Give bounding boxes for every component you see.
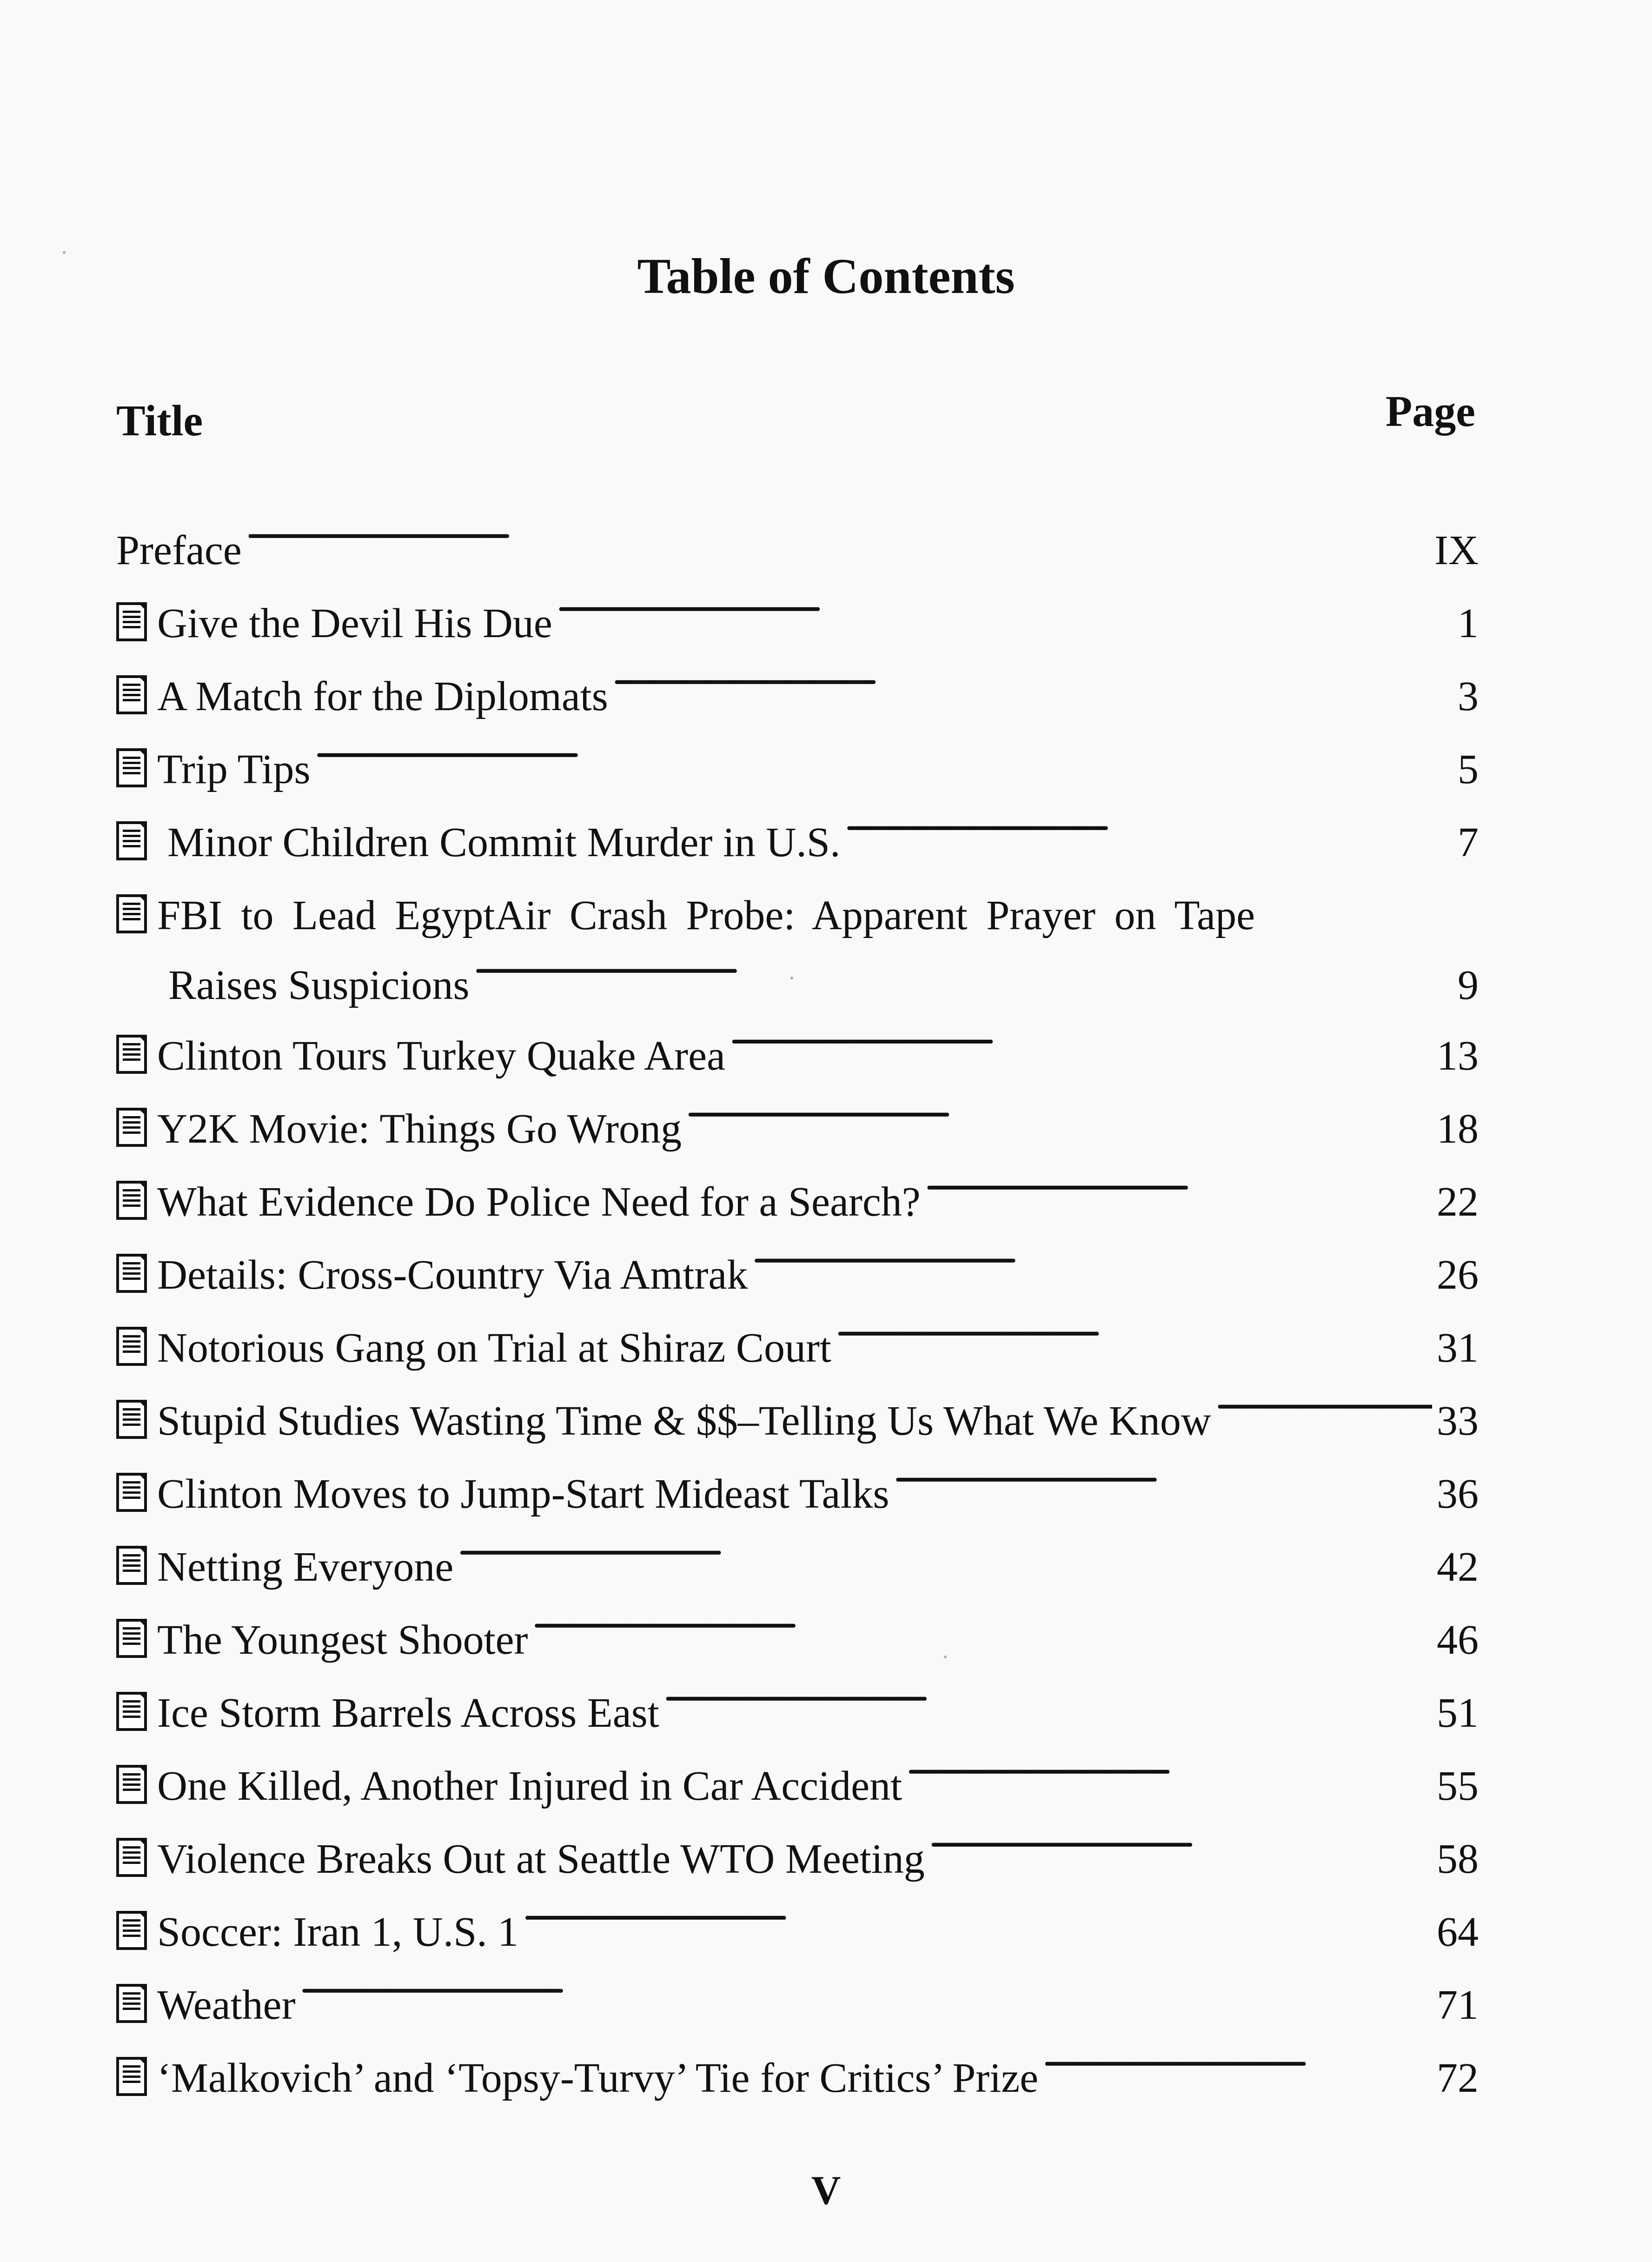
document-icon: [116, 1765, 147, 1804]
toc-entry-label-line2: Raises Suspicions: [168, 962, 470, 1008]
toc-entry[interactable]: [116, 1896, 1479, 1969]
document-icon: [116, 1911, 147, 1950]
dot-leader: [894, 1461, 1432, 1508]
document-icon: [116, 1984, 147, 2023]
dot-leader: [300, 1972, 1432, 2019]
toc-entry-label: The Youngest Shooter: [157, 1617, 528, 1663]
document-icon: [116, 1254, 147, 1293]
toc-entry[interactable]: [116, 733, 1479, 806]
toc-entry-label: Preface: [116, 527, 242, 573]
document-icon: [116, 1327, 147, 1366]
dot-leader: [836, 1315, 1432, 1362]
toc-entry-page: 51: [1437, 1690, 1479, 1736]
scan-speck: [63, 251, 66, 254]
toc-entry-page: 72: [1437, 2055, 1479, 2101]
toc-entry-label: Soccer: Iran 1, U.S. 1: [157, 1909, 519, 1955]
toc-entry-label: Minor Children Commit Murder in U.S.: [167, 819, 841, 865]
document-icon: [116, 1473, 147, 1512]
toc-entry-label: Violence Breaks Out at Seattle WTO Meeting: [157, 1836, 925, 1882]
toc-entry-page: 31: [1437, 1325, 1479, 1371]
toc-entry-label: One Killed, Another Injured in Car Accident: [157, 1763, 902, 1809]
toc-entry[interactable]: [116, 1165, 1479, 1238]
toc-entry-label: ‘Malkovich’ and ‘Topsy-Turvy’ Tie for Critics’ Prize: [157, 2055, 1039, 2101]
toc-entry-page: 9: [1458, 962, 1479, 1008]
dot-leader: [1216, 1388, 1432, 1435]
document-icon: [116, 1619, 147, 1658]
document-icon: [116, 2057, 147, 2096]
toc-entry-page: 18: [1437, 1106, 1479, 1152]
toc-entry-label: Ice Storm Barrels Across East: [157, 1690, 659, 1736]
document-icon: [116, 1838, 147, 1877]
toc-entry[interactable]: [116, 2042, 1479, 2115]
toc-entry[interactable]: [116, 1823, 1479, 1896]
toc-entry-page: 26: [1437, 1252, 1479, 1298]
document-icon: [116, 675, 147, 714]
toc-entry[interactable]: [116, 1530, 1479, 1603]
toc-entry[interactable]: [116, 1019, 1479, 1092]
toc-entry-preface[interactable]: [116, 514, 1479, 587]
page-number: V: [811, 2168, 841, 2213]
dot-leader: [925, 1169, 1432, 1216]
page-title: Table of Contents: [637, 249, 1015, 304]
toc-entry[interactable]: [116, 879, 1479, 1019]
toc-entry-label: Trip Tips: [157, 746, 311, 792]
toc-entry[interactable]: [116, 1750, 1479, 1823]
toc-entry-page: 55: [1437, 1763, 1479, 1809]
document-icon: [116, 1400, 147, 1439]
title-column-header: Title: [116, 397, 203, 445]
toc-entry[interactable]: [116, 1238, 1479, 1311]
dot-leader: [929, 1826, 1432, 1873]
document-icon: [116, 1546, 147, 1585]
document-icon: [116, 1108, 147, 1147]
dot-leader: [533, 1607, 1432, 1654]
toc-entry-label: Y2K Movie: Things Go Wrong: [157, 1106, 682, 1152]
toc-entry[interactable]: [116, 660, 1479, 733]
toc-entry-page: IX: [1434, 527, 1479, 573]
toc-entry-page: 64: [1437, 1909, 1479, 1955]
toc-entry-label: Clinton Tours Turkey Quake Area: [157, 1033, 725, 1079]
dot-leader: [613, 664, 1453, 710]
document-icon: [116, 748, 147, 787]
dot-leader: [686, 1096, 1432, 1143]
dot-leader: [730, 1023, 1432, 1070]
toc-entry-label: Give the Devil His Due: [157, 600, 552, 646]
document-icon: [116, 602, 147, 641]
toc-entry[interactable]: [116, 587, 1479, 660]
dot-leader: [664, 1680, 1432, 1727]
toc-entry-page: 33: [1437, 1398, 1479, 1444]
toc-entry[interactable]: [116, 1384, 1479, 1457]
toc-entry-label: Notorious Gang on Trial at Shiraz Court: [157, 1325, 831, 1371]
toc-entry[interactable]: [116, 1677, 1479, 1750]
dot-leader: [557, 591, 1453, 637]
toc-entry-page: 7: [1458, 819, 1479, 865]
toc-entry[interactable]: [116, 1969, 1479, 2042]
document-icon: [116, 1035, 147, 1074]
toc-entry[interactable]: [116, 1311, 1479, 1384]
dot-leader: [845, 810, 1453, 856]
toc-entry-page: 36: [1437, 1471, 1479, 1517]
toc-entry-label: Stupid Studies Wasting Time & $$–Telling Us What We Know: [157, 1398, 1211, 1444]
toc-entry[interactable]: [116, 1457, 1479, 1530]
toc-entry-label: Clinton Moves to Jump-Start Mideast Talks: [157, 1471, 889, 1517]
document-icon: [116, 1181, 147, 1220]
toc-entry-page: 22: [1437, 1179, 1479, 1225]
dot-leader: [474, 952, 1453, 999]
document-icon: [116, 821, 147, 860]
scan-speck: [944, 1656, 947, 1658]
toc-entry[interactable]: [116, 1603, 1479, 1677]
document-icon: [116, 894, 147, 933]
toc-entry-page: 1: [1458, 600, 1479, 646]
toc-entry-page: 46: [1437, 1617, 1479, 1663]
document-icon: [116, 1692, 147, 1731]
dot-leader: [1043, 2045, 1432, 2092]
toc-entry[interactable]: [116, 1092, 1479, 1165]
dot-leader: [246, 518, 1430, 564]
dot-leader: [523, 1899, 1432, 1946]
toc-entry-page: 42: [1437, 1544, 1479, 1590]
toc-entry-label-line1: FBI to Lead EgyptAir Crash Probe: Apparent Prayer on Tape: [157, 892, 1255, 938]
dot-leader: [752, 1242, 1432, 1289]
toc-entry-label: A Match for the Diplomats: [157, 673, 608, 719]
toc-entry-page: 3: [1458, 673, 1479, 719]
scan-speck: [790, 977, 793, 979]
toc-entry-label: Netting Everyone: [157, 1544, 454, 1590]
page-column-header: Page: [1385, 387, 1475, 436]
toc-entry-page: 71: [1437, 1982, 1479, 2028]
toc-entry-label: Details: Cross-Country Via Amtrak: [157, 1252, 748, 1298]
toc-entry[interactable]: [116, 806, 1479, 879]
dot-leader: [907, 1753, 1432, 1800]
toc-entry-label: What Evidence Do Police Need for a Search?: [157, 1179, 921, 1225]
toc-entry-label: Weather: [157, 1982, 296, 2028]
toc-list: [116, 514, 1479, 2115]
toc-entry-page: 58: [1437, 1836, 1479, 1882]
dot-leader: [458, 1534, 1432, 1581]
toc-entry-page: 13: [1437, 1033, 1479, 1079]
toc-entry-page: 5: [1458, 746, 1479, 792]
dot-leader: [315, 737, 1453, 783]
